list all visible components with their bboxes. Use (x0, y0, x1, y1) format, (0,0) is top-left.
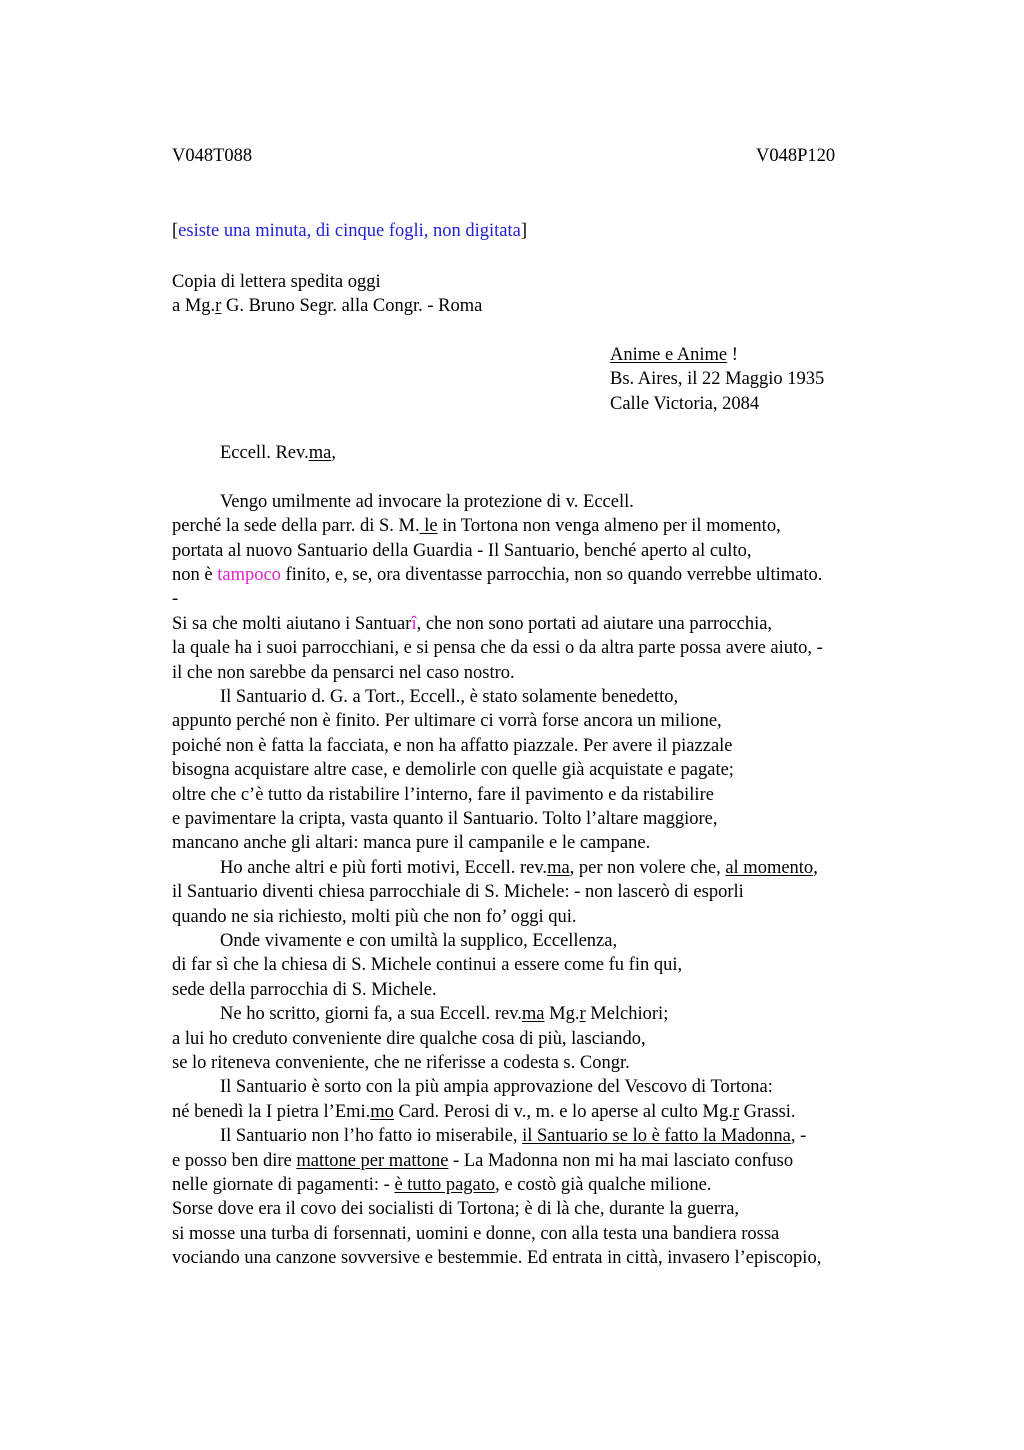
body-line: oltre che c’è tutto da ristabilire l’interno, fare il pavimento e da ristabilire (172, 785, 714, 805)
body-line: Sorse dove era il covo dei socialisti di Tortona; è di là che, durante la guerra, (172, 1199, 740, 1219)
body-line: Vengo umilmente ad invocare la protezione di v. Eccell. (220, 492, 634, 512)
body-line: poiché non è fatta la facciata, e non ha affatto piazzale. Per avere il piazzale (172, 736, 733, 756)
body-line: e pavimentare la cripta, vasta quanto il Santuario. Tolto l’altare maggiore, (172, 809, 718, 829)
body-line: vociando una canzone sovversive e bestemmie. Ed entrata in città, invasero l’episcopio, (172, 1248, 822, 1268)
archive-code-left: V048T088 (172, 146, 253, 166)
body-line: portata al nuovo Santuario della Guardia - Il Santuario, benché aperto al culto, (172, 541, 752, 561)
body-line: appunto perché non è finito. Per ultimare ci vorrà forse ancora un milione, (172, 711, 722, 731)
body-line: Ho anche altri e più forti motivi, Eccell. rev.ma, per non volere che, al momento, (220, 858, 818, 878)
body-line: se lo riteneva conveniente, che ne riferisse a codesta s. Congr. (172, 1053, 630, 1073)
body-line: Il Santuario non l’ho fatto io miserabile, il Santuario se lo è fatto la Madonna, - (220, 1126, 807, 1146)
body-line: Onde vivamente e con umiltà la supplico, Eccellenza, (220, 931, 618, 951)
body-line: si mosse una turba di forsennati, uomini e donne, con alla testa una bandiera rossa (172, 1224, 780, 1244)
motto: Anime e Anime ! (610, 345, 738, 365)
archive-code-right: V048P120 (756, 146, 836, 166)
body-line: la quale ha i suoi parrocchiani, e si pensa che da essi o da altra parte possa avere aiuto, - (172, 638, 823, 658)
body-line: il che non sarebbe da pensarci nel caso nostro. (172, 663, 515, 683)
copy-note-line-2: a Mg.r G. Bruno Segr. alla Congr. - Roma (172, 296, 483, 316)
editorial-note: [esiste una minuta, di cinque fogli, non digitata] (172, 221, 528, 241)
body-line: - (172, 589, 179, 609)
salutation: Eccell. Rev.ma, (220, 443, 336, 463)
body-line: Il Santuario d. G. a Tort., Eccell., è stato solamente benedetto, (220, 687, 679, 707)
body-line: non è tampoco finito, e, se, ora diventasse parrocchia, non so quando verrebbe ultimato. (172, 565, 823, 585)
body-line: Il Santuario è sorto con la più ampia approvazione del Vescovo di Tortona: (220, 1077, 773, 1097)
body-line: e posso ben dire mattone per mattone - La Madonna non mi ha mai lasciato confuso (172, 1151, 794, 1171)
body-line: di far sì che la chiesa di S. Michele continui a essere come fu fin qui, (172, 955, 683, 975)
highlighted-word: tampoco (217, 565, 281, 585)
body-line: né benedì la I pietra l’Emi.mo Card. Perosi di v., m. e lo aperse al culto Mg.r Grassi. (172, 1102, 796, 1122)
place-date: Bs. Aires, il 22 Maggio 1935 (610, 369, 825, 389)
body-line: il Santuario diventi chiesa parrocchiale di S. Michele: - non lascerò di esporli (172, 882, 744, 902)
body-line: sede della parrocchia di S. Michele. (172, 980, 437, 1000)
body-line: quando ne sia richiesto, molti più che non fo’ oggi qui. (172, 907, 577, 927)
body-line: perché la sede della parr. di S. M. le in Tortona non venga almeno per il momento, (172, 516, 781, 536)
body-line: Si sa che molti aiutano i Santuarî, che non sono portati ad aiutare una parrocchia, (172, 614, 773, 634)
body-line: a lui ho creduto conveniente dire qualche cosa di più, lasciando, (172, 1029, 646, 1049)
body-line: bisogna acquistare altre case, e demolirle con quelle già acquistate e pagate; (172, 760, 734, 780)
highlighted-char: î (411, 614, 417, 634)
address: Calle Victoria, 2084 (610, 394, 760, 414)
body-line: nelle giornate di pagamenti: - è tutto pagato, e costò già qualche milione. (172, 1175, 712, 1195)
copy-note-line-1: Copia di lettera spedita oggi (172, 272, 381, 292)
body-line: mancano anche gli altari: manca pure il campanile e le campane. (172, 833, 651, 853)
body-line: Ne ho scritto, giorni fa, a sua Eccell. rev.ma Mg.r Melchiori; (220, 1004, 669, 1024)
editorial-note-text: esiste una minuta, di cinque fogli, non digitata (178, 221, 521, 241)
